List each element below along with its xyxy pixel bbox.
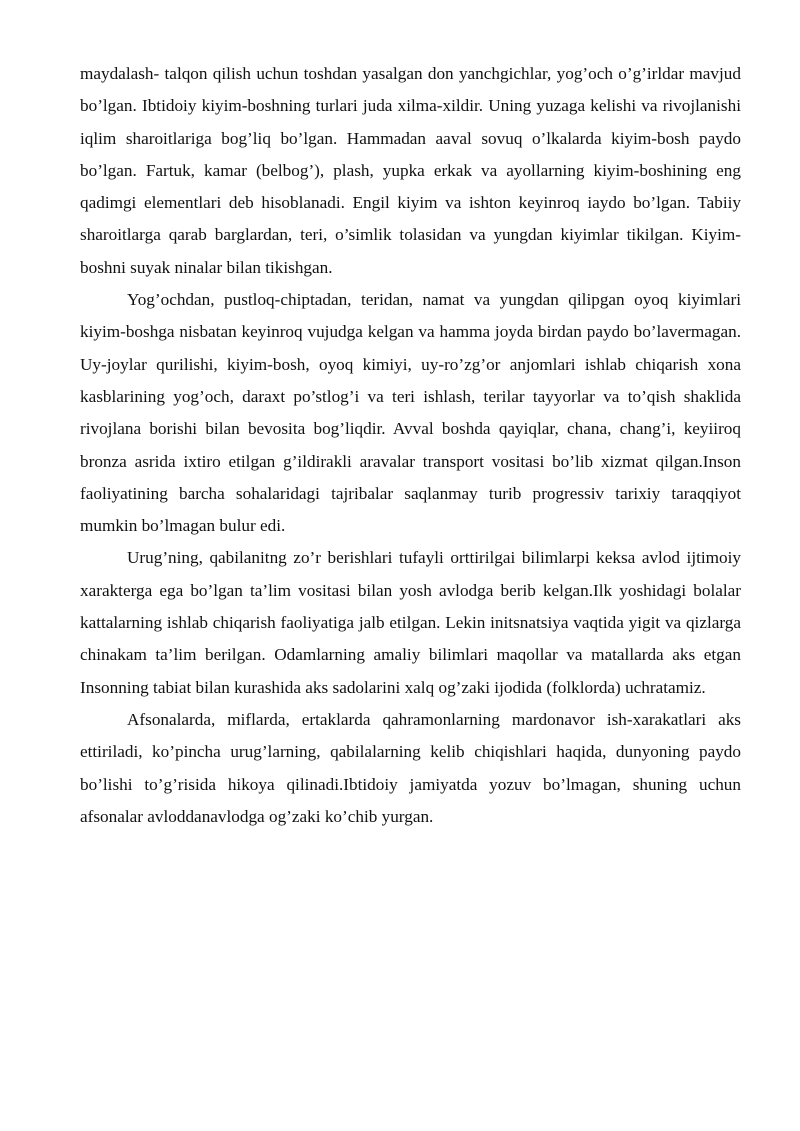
paragraph-2: Yog’ochdan, pustloq-chiptadan, teridan, namat va yungdan qilipgan oyoq kiyimlari kiyim-boshga nisbatan keyinroq vujudga kelgan va hamma joyda birdan paydo bo’lavermagan. Uy-joylar qurilishi, kiyim-bosh, oyoq kimiyi, uy-ro’zg’or anjomlari ishlab chiqarish xona kasblarining yog’och, daraxt po’stlog’i va teri ishlash, terilar tayyorlar va to’qish shaklida rivojlana borishi bilan bevosita bog’liqdir. Avval boshda qayiqlar, chana, chang’i, keyiiroq bronza asrida ixtiro etilgan g’ildirakli aravalar transport vositasi bo’lib xizmat qilgan.Inson faoliyatining barcha sohalaridagi tajribalar saqlanmay turib progressiv tarixiy taraqqiyot mumkin bo’lmagan bulur edi. — [80, 290, 741, 536]
paragraph-3: Urug’ning, qabilanitng zo’r berishlari tufayli orttirilgai bilimlarpi keksa avlod ijtimoiy xarakterga ega bo’lgan ta’lim vositasi bilan yosh avlodga berib kelgan.Ilk yoshidagi bolalar kattalarning ishlab chiqarish faoliyatiga jalb etilgan. Lekin initsnatsiya vaqtida yigit va qizlarga chinakam ta’lim berilgan. Odamlarning amaliy bilimlari maqollar va matallarda aks etgan Insonning tabiat bilan kurashida aks sadolarini xalq og’zaki ijodida (folklorda) uchratamiz. — [80, 548, 741, 697]
document-page — [80, 58, 741, 833]
paragraph-1: maydalash- talqon qilish uchun toshdan yasalgan don yanchgichlar, yog’och o’g’irldar mavjud bo’lgan. Ibtidoiy kiyim-boshning turlari juda xilma-xildir. Uning yuzaga kelishi va rivojlanishi iqlim sharoitlariga bog’liq bo’lgan. Hammadan aaval sovuq o’lkalarda kiyim-bosh paydo bo’lgan. Fartuk, kamar (belbog’), plash, yupka erkak va ayollarning kiyim-boshining eng qadimgi elementlari deb hisoblanadi. Engil kiyim va ishton keyinroq iaydo bo’lgan. Tabiiy sharoitlarga qarab barglardan, teri, o’simlik tolasidan va yungdan kiyimlar tikilgan. Kiyim-boshni suyak ninalar bilan tikishgan. — [80, 64, 741, 277]
paragraph-4: Afsonalarda, miflarda, ertaklarda qahramonlarning mardonavor ish-xarakatlari aks ettiriladi, ko’pincha urug’larning, qabilalarning kelib chiqishlari haqida, dunyoning paydo bo’lishi to’g’risida hikoya qilinadi.Ibtidoiy jamiyatda yozuv bo’lmagan, shuning uchun afsonalar avloddanavlodga og’zaki ko’chib yurgan. — [80, 709, 741, 826]
